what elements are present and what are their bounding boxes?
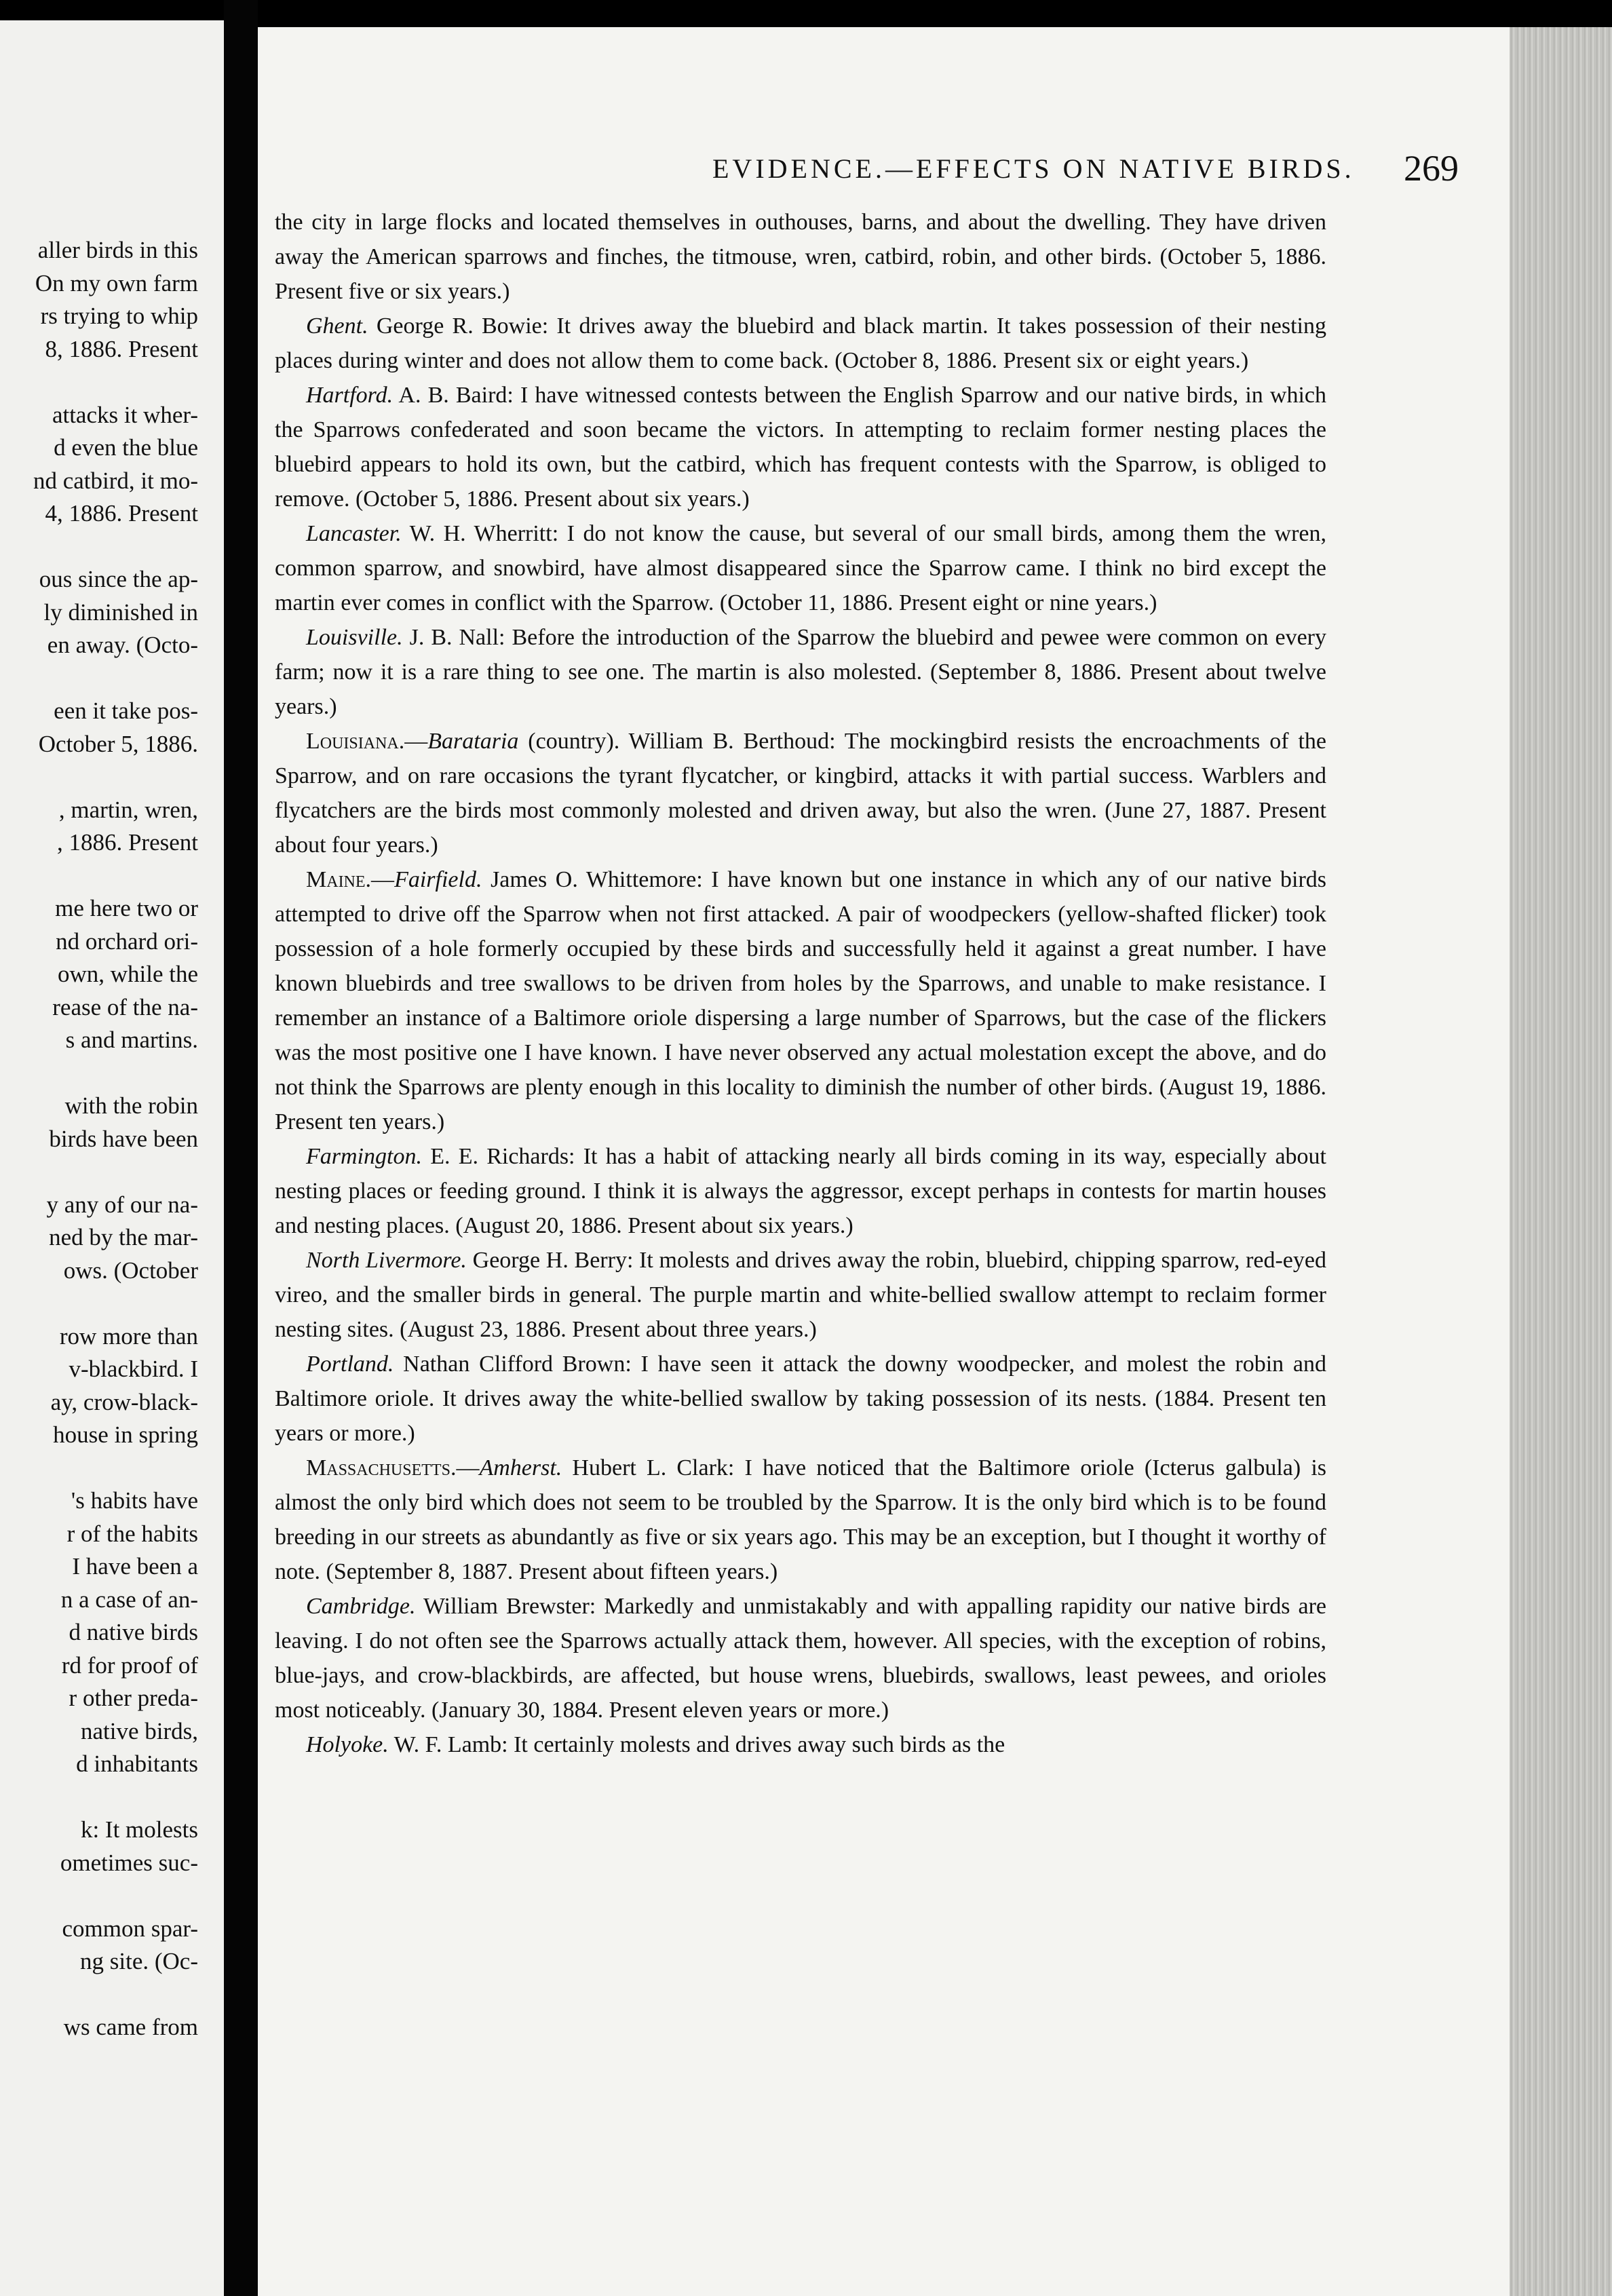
left-page-line: row more than bbox=[59, 1322, 198, 1350]
left-page-line: with the robin bbox=[64, 1092, 198, 1119]
report-text: W. H. Wherritt: I do not know the cause, but several of our small birds, among them the wren, common sparrow, and snowbird, have almost disappeared since the Sparrow came. I think no bird except the martin ever comes in conflict with the Sparrow. (October 11, 1886. Present eight or nine years.) bbox=[275, 521, 1326, 615]
report-text: A. B. Baird: I have witnessed contests between the English Sparrow and our native birds, in which the Sparrows confederated and soon became the victors. In attempting to reclaim former nesting places the bluebird appears to hold its own, but the catbird, which has frequent contests with the Sparrow, is obliged to remove. (October 5, 1886. Present about six years.) bbox=[275, 383, 1327, 512]
left-page-line: house in spring bbox=[53, 1421, 198, 1448]
left-page-line: een it take pos- bbox=[54, 697, 198, 724]
report-paragraph bbox=[275, 1589, 1326, 1727]
left-page-line: k: It molests bbox=[80, 1816, 198, 1843]
place-name: Fairfield. bbox=[394, 867, 482, 892]
place-name: Cambridge. bbox=[306, 1594, 416, 1619]
left-page-line: On my own farm bbox=[35, 269, 198, 296]
page-number: 269 bbox=[1404, 148, 1459, 189]
left-page-line: r other preda- bbox=[69, 1685, 198, 1711]
page-edges bbox=[1510, 27, 1612, 2296]
left-page-line: ned by the mar- bbox=[49, 1224, 198, 1250]
place-name: Hartford. bbox=[306, 383, 394, 408]
left-page-fragment bbox=[0, 20, 224, 2296]
left-page-line: I have been a bbox=[72, 1553, 198, 1580]
place-name: Louisville. bbox=[306, 625, 403, 650]
report-text: Nathan Clifford Brown: I have seen it attack the downy woodpecker, and molest the robin and Baltimore oriole. It drives away the white-bellied swallow by taking possession of its nests. (1884. Present ten years or more.) bbox=[275, 1352, 1326, 1446]
left-page-line: aller birds in this bbox=[37, 237, 198, 263]
report-paragraph bbox=[275, 724, 1326, 862]
report-text: George R. Bowie: It drives away the bluebird and black martin. It takes possession of their nesting places during winter and does not allow them to come back. (October 8, 1886. Present six or eight years.) bbox=[275, 313, 1326, 373]
place-name: Farmington. bbox=[306, 1144, 422, 1169]
left-page-line: 's habits have bbox=[71, 1487, 198, 1514]
left-page-line: October 5, 1886. bbox=[38, 730, 198, 757]
place-name: Lancaster. bbox=[306, 521, 402, 546]
left-page-line: birds have been bbox=[49, 1125, 198, 1152]
place-name: Ghent. bbox=[306, 313, 368, 339]
book-gutter bbox=[224, 0, 258, 2296]
left-page-line: ay, crow-black- bbox=[50, 1388, 198, 1415]
report-text: the city in large flocks and located themselves in outhouses, barns, and about the dwelling. They have driven away the American sparrows and finches, the titmouse, wren, catbird, robin, and other birds. (October 5, 1886. Present five or six years.) bbox=[275, 210, 1326, 304]
left-page-line: common spar- bbox=[62, 1915, 198, 1942]
report-paragraph bbox=[275, 620, 1326, 724]
report-text: James O. Whittemore: I have known but one instance in which any of our native birds attempted to drive off the Sparrow when not first attacked. A pair of woodpeckers (yellow-shafted flicker) took possession of a hole formerly occupied by these birds and successfully held it against a great number. I have known bluebirds and tree swallows to be driven from holes by the Sparrows, and unable to make resistance. I remember an instance of a Baltimore oriole dispersing a large number of Sparrows, but the case of the flickers was the most positive one I have known. I have never observed any actual molestation except the above, and do not think the Sparrows are plenty enough in this locality to diminish the number of other birds. (August 19, 1886. Present ten years.) bbox=[275, 867, 1327, 1134]
left-page-line: me here two or bbox=[55, 895, 198, 921]
report-text: W. F. Lamb: It certainly molests and drives away such birds as the bbox=[394, 1732, 1005, 1757]
left-page-line: d inhabitants bbox=[76, 1750, 198, 1777]
left-page-line: v-blackbird. I bbox=[69, 1356, 198, 1382]
state-heading: Maine.— bbox=[306, 867, 395, 892]
left-page-line: ws came from bbox=[63, 2014, 198, 2040]
running-header bbox=[455, 148, 1520, 200]
left-page-line: rs trying to whip bbox=[40, 303, 198, 329]
left-page-line: own, while the bbox=[57, 961, 198, 987]
left-page-line: , martin, wren, bbox=[58, 796, 198, 823]
left-page-line: ometimes suc- bbox=[60, 1849, 198, 1876]
left-page-line: ng site. (Oc- bbox=[80, 1948, 198, 1974]
left-page-line: d even the blue bbox=[54, 434, 198, 461]
left-page-line: rease of the na- bbox=[52, 993, 198, 1020]
left-page-line: nd orchard ori- bbox=[56, 927, 198, 955]
place-name: Amherst. bbox=[479, 1455, 562, 1480]
report-text: (country). William B. Berthoud: The mockingbird resists the encroachments of the Sparrow, and on rare occasions the tyrant flycatcher, or kingbird, attacks it with partial success. Warblers and flycatchers are the birds most commonly molested and driven away, but also the wren. (June 27, 1887. Present about four years.) bbox=[275, 729, 1326, 858]
left-page-line: n a case of an- bbox=[60, 1586, 198, 1613]
left-page-line: nd catbird, it mo- bbox=[33, 467, 198, 494]
report-text: Hubert L. Clark: I have noticed that the Baltimore oriole (Icterus galbula) is almost the only bird which does not seem to be troubled by the Sparrow. It is the only bird which is to be found breeding in our streets as abundantly as five or six years ago. This may be an exception, but I thought it worthy of note. (September 8, 1887. Present about fifteen years.) bbox=[275, 1455, 1327, 1584]
report-paragraph bbox=[275, 1347, 1326, 1451]
report-paragraph bbox=[275, 378, 1326, 516]
left-page-line: ous since the ap- bbox=[39, 566, 198, 592]
report-paragraph bbox=[275, 1243, 1326, 1347]
report-paragraph bbox=[275, 1727, 1326, 1762]
place-name: Portland. bbox=[306, 1352, 394, 1377]
left-page-line: native birds, bbox=[80, 1717, 198, 1744]
left-page-line: attacks it wher- bbox=[52, 401, 198, 428]
left-page-line: y any of our na- bbox=[46, 1191, 198, 1218]
state-heading: Massachusetts.— bbox=[306, 1455, 480, 1480]
report-text: E. E. Richards: It has a habit of attacking nearly all birds coming in its way, especially about nesting places or feeding ground. I think it is always the aggressor, except perhaps in contests for martin houses and nesting places. (August 20, 1886. Present about six years.) bbox=[275, 1144, 1326, 1238]
report-paragraph bbox=[275, 205, 1326, 309]
report-paragraph bbox=[275, 309, 1326, 378]
left-page-line: , 1886. Present bbox=[56, 829, 198, 856]
place-name: Barataria bbox=[427, 729, 519, 754]
report-text: William Brewster: Markedly and unmistakably and with appalling rapidity our native birds are leaving. I do not often see the Sparrows actually attack them, however. All species, with the exception of robins, blue-jays, and crow-blackbirds, are affected, but house wrens, bluebirds, swallows, least pewees, and orioles most noticeably. (January 30, 1884. Present eleven years or more.) bbox=[275, 1594, 1327, 1723]
report-paragraph bbox=[275, 862, 1326, 1139]
report-paragraph bbox=[275, 1451, 1326, 1589]
left-page-line: s and martins. bbox=[65, 1027, 198, 1053]
report-text: George H. Berry: It molests and drives away the robin, bluebird, chipping sparrow, red-eyed vireo, and the smaller birds in general. The purple martin and white-bellied swallow attempt to reclaim former nesting sites. (August 23, 1886. Present about three years.) bbox=[275, 1248, 1326, 1342]
page-269 bbox=[258, 27, 1533, 2296]
report-paragraph bbox=[275, 1139, 1326, 1243]
body-text bbox=[275, 205, 1326, 1762]
page-title: EVIDENCE.—EFFECTS ON NATIVE BIRDS. bbox=[712, 153, 1355, 184]
place-name: North Livermore. bbox=[306, 1248, 467, 1273]
state-heading: Louisiana.— bbox=[306, 729, 428, 754]
left-page-line: r of the habits bbox=[66, 1520, 198, 1547]
left-page-line: ows. (October bbox=[63, 1257, 198, 1284]
report-text: J. B. Nall: Before the introduction of the Sparrow the bluebird and pewee were common on every farm; now it is a rare thing to see one. The martin is also molested. (September 8, 1886. Present about twelve years.) bbox=[275, 625, 1327, 719]
left-page-line: rd for proof of bbox=[61, 1651, 198, 1679]
left-page-line: 4, 1886. Present bbox=[45, 500, 198, 527]
left-page-line: 8, 1886. Present bbox=[45, 335, 198, 362]
place-name: Holyoke. bbox=[306, 1732, 389, 1757]
report-paragraph bbox=[275, 516, 1326, 620]
left-page-line: ly diminished in bbox=[43, 598, 198, 626]
left-page-line: en away. (Octo- bbox=[47, 632, 198, 658]
left-page-line: d native birds bbox=[69, 1619, 198, 1645]
